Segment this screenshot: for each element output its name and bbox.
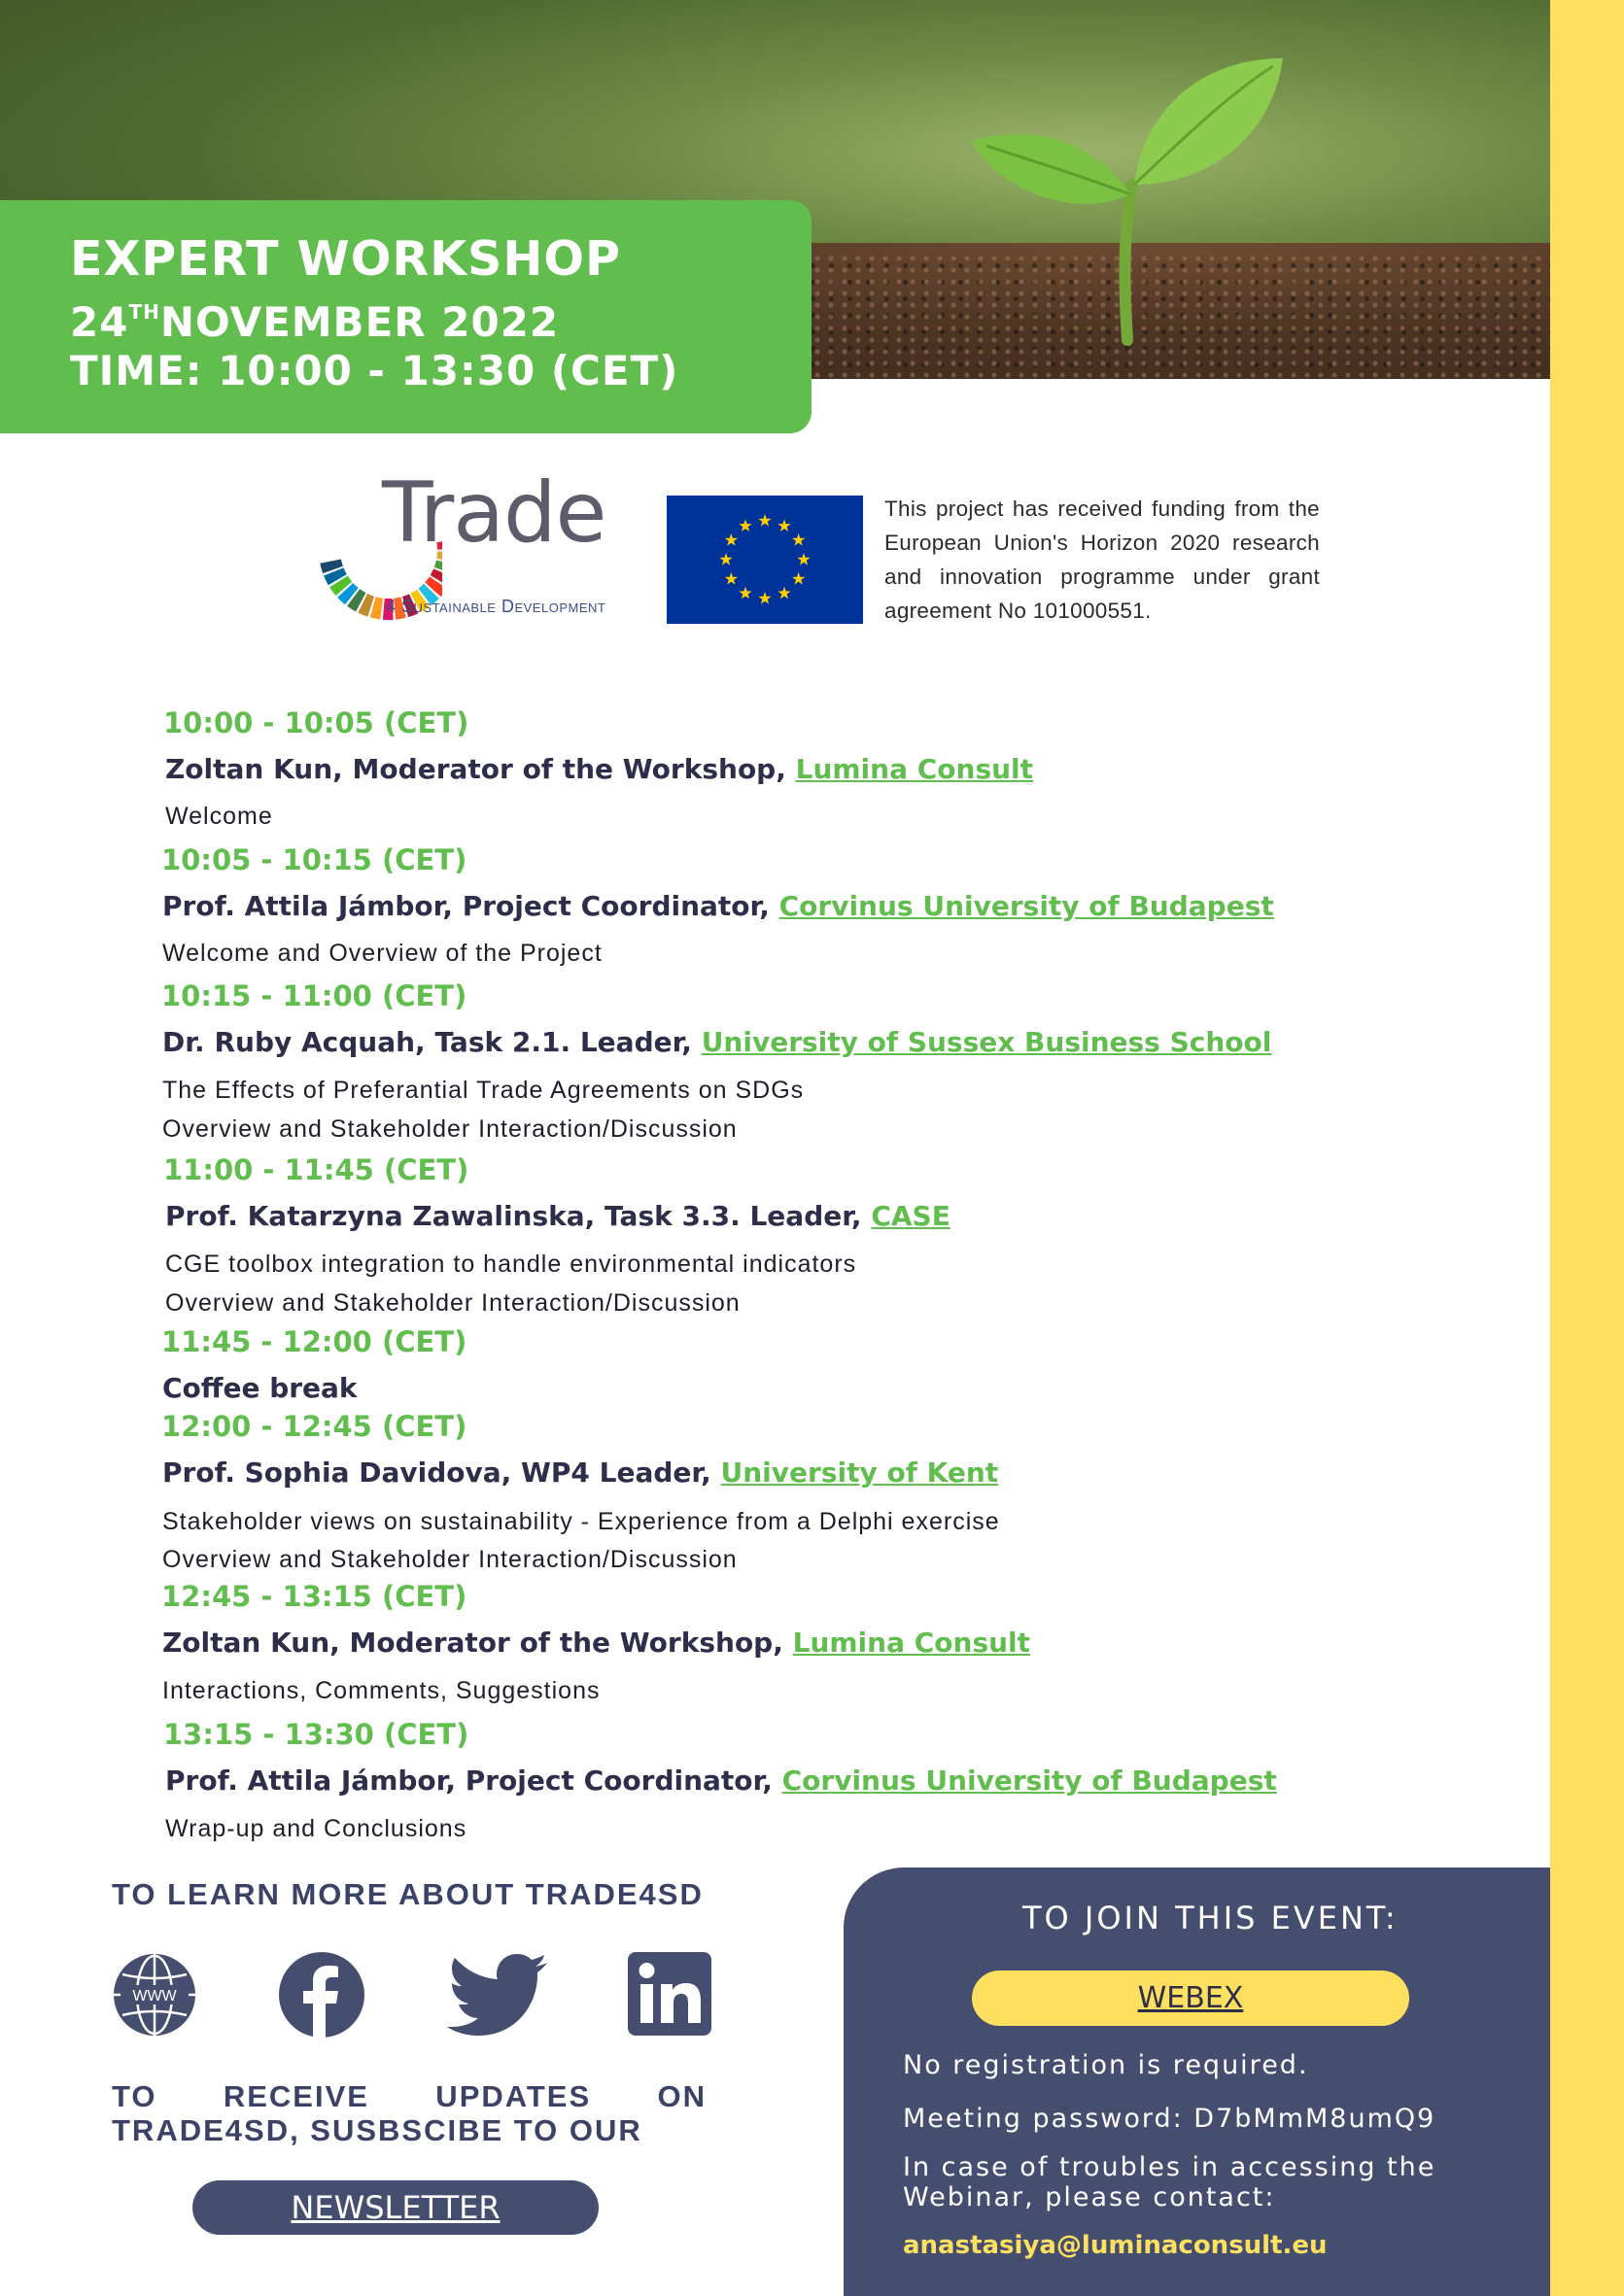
org-link[interactable]: CASE [871, 1200, 950, 1232]
org-link[interactable]: Lumina Consult [795, 753, 1034, 785]
eu-star-icon [719, 553, 732, 565]
org-link[interactable]: University of Sussex Business School [701, 1026, 1272, 1058]
agenda-speaker: Coffee break [162, 1372, 358, 1404]
logo-wordmark: Trade [382, 464, 606, 562]
eu-star-icon [792, 533, 805, 546]
sprout-image [933, 39, 1302, 350]
meeting-password: Meeting password: D7bMmM8umQ9 [903, 2104, 1436, 2134]
updates-text: TO RECEIVE UPDATES ON TRADE4SD, SUSBSCIBE TO OUR [112, 2079, 707, 2147]
agenda-description: CGE toolbox integration to handle environmental indicators [165, 1251, 857, 1278]
funding-statement: This project has received funding from the European Union's Horizon 2020 research and innovation programme under grant agreement No 101000551. [884, 497, 1320, 623]
eu-star-icon [797, 553, 810, 565]
agenda-time: 11:00 - 11:45 (CET) [163, 1153, 469, 1186]
eu-flag [667, 496, 863, 624]
www-globe-icon[interactable] [111, 1951, 198, 2039]
agenda-description-2: Overview and Stakeholder Interaction/Discussion [165, 1289, 741, 1317]
eu-star-icon [758, 514, 771, 527]
no-registration-text: No registration is required. [903, 2050, 1309, 2080]
agenda-speaker: Prof. Attila Jámbor, Project Coordinator, Corvinus University of Budapest [165, 1765, 1277, 1797]
agenda-time: 12:00 - 12:45 (CET) [161, 1410, 467, 1443]
event-time: TIME: 10:00 - 13:30 (CET) [70, 347, 679, 394]
logo-subtitle: 4 Sustainable Development [386, 597, 606, 616]
eu-star-icon [777, 519, 790, 531]
twitter-icon[interactable] [442, 1951, 551, 2039]
agenda-time: 10:15 - 11:00 (CET) [161, 979, 467, 1012]
agenda-speaker: Dr. Ruby Acquah, Task 2.1. Leader, University of Sussex Business School [162, 1026, 1272, 1058]
event-date: 24THNOVEMBER 2022 [70, 298, 560, 346]
agenda-speaker: Prof. Sophia Davidova, WP4 Leader, University of Kent [162, 1456, 999, 1489]
eu-star-icon [725, 572, 738, 585]
webex-button[interactable]: WEBEX [972, 1970, 1409, 2026]
eu-star-icon [739, 587, 751, 600]
newsletter-button[interactable]: NEWSLETTER [192, 2180, 599, 2235]
troubles-text-2: Webinar, please contact: [903, 2182, 1276, 2212]
facebook-icon[interactable] [278, 1951, 365, 2039]
agenda-speaker: Zoltan Kun, Moderator of the Workshop, Lumina Consult [165, 753, 1034, 785]
troubles-text-1: In case of troubles in accessing the [903, 2152, 1436, 2182]
org-link[interactable]: University of Kent [720, 1456, 999, 1489]
agenda-speaker: Prof. Attila Jámbor, Project Coordinator, Corvinus University of Budapest [162, 890, 1274, 922]
eu-star-icon [739, 519, 751, 531]
eu-star-icon [725, 533, 738, 546]
linkedin-icon[interactable] [627, 1951, 714, 2039]
agenda-description: Welcome and Overview of the Project [162, 940, 603, 967]
learn-more-heading: TO LEARN MORE ABOUT TRADE4SD [112, 1877, 704, 1911]
agenda-description: The Effects of Preferantial Trade Agreements on SDGs [162, 1077, 805, 1104]
agenda-description-2: Overview and Stakeholder Interaction/Discussion [162, 1546, 738, 1573]
agenda-speaker: Prof. Katarzyna Zawalinska, Task 3.3. Leader, CASE [165, 1200, 950, 1232]
agenda-description: Wrap-up and Conclusions [165, 1815, 467, 1842]
agenda-description-2: Overview and Stakeholder Interaction/Discussion [162, 1115, 738, 1143]
agenda-time: 13:15 - 13:30 (CET) [163, 1718, 469, 1751]
org-link[interactable]: Corvinus University of Budapest [781, 1765, 1277, 1797]
agenda-time: 10:05 - 10:15 (CET) [161, 843, 467, 876]
agenda-description: Interactions, Comments, Suggestions [162, 1677, 601, 1704]
agenda-time: 12:45 - 13:15 (CET) [161, 1580, 467, 1613]
org-link[interactable]: Lumina Consult [792, 1627, 1031, 1659]
trade4sd-logo [316, 464, 637, 630]
join-event-title: TO JOIN THIS EVENT: [1022, 1900, 1399, 1936]
agenda-speaker: Zoltan Kun, Moderator of the Workshop, Lumina Consult [162, 1627, 1031, 1659]
contact-email-link[interactable]: anastasiya@luminaconsult.eu [903, 2231, 1328, 2260]
org-link[interactable]: Corvinus University of Budapest [778, 890, 1274, 922]
event-title-block [70, 231, 678, 395]
agenda-description: Stakeholder views on sustainability - Experience from a Delphi exercise [162, 1508, 1000, 1535]
right-yellow-strip [1550, 0, 1624, 2296]
agenda-description: Welcome [165, 803, 273, 830]
eu-star-icon [792, 572, 805, 585]
agenda-time: 11:45 - 12:00 (CET) [161, 1325, 467, 1358]
event-title: EXPERT WORKSHOP [70, 231, 621, 287]
agenda-time: 10:00 - 10:05 (CET) [163, 706, 469, 739]
eu-star-icon [758, 592, 771, 604]
eu-star-icon [777, 587, 790, 600]
svg-text:WWW: WWW [132, 1988, 177, 2005]
